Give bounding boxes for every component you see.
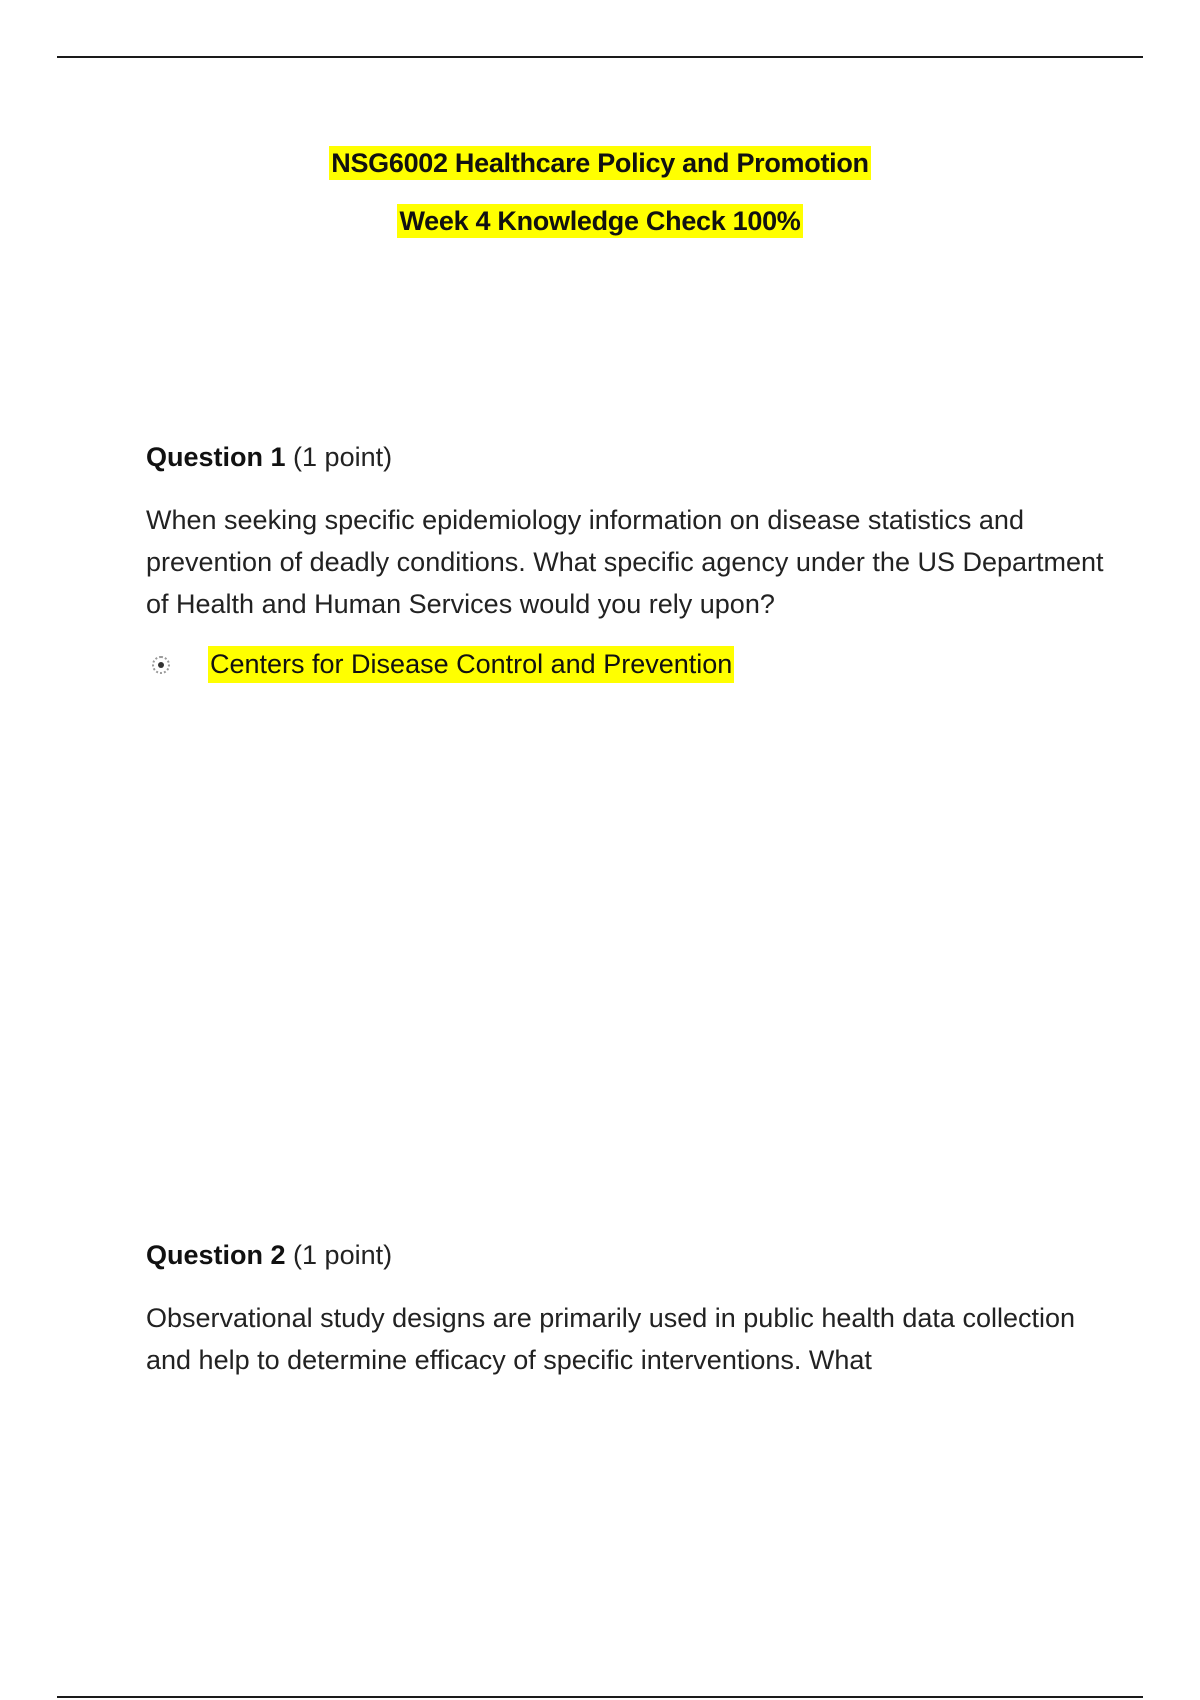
question-2-text: Observational study designs are primarily used in public health data collection and help to determine efficacy of specific interventions. What bbox=[146, 1303, 1076, 1375]
question-1-label: Question 1 bbox=[146, 442, 286, 472]
question-1-points: (1 point) bbox=[293, 442, 393, 472]
question-1-answer-option[interactable] bbox=[146, 646, 734, 683]
question-1-text: When seeking specific epidemiology information on disease statistics and prevention of deadly conditions. What specific agency under the US Department of Health and Human Services would you rely upon? bbox=[146, 505, 1104, 619]
question-2-points: (1 point) bbox=[293, 1240, 393, 1270]
bottom-page-rule bbox=[57, 1696, 1143, 1698]
question-1-answer-text: Centers for Disease Control and Prevention bbox=[208, 646, 734, 683]
question-2-heading bbox=[146, 1240, 392, 1271]
radio-selected-icon[interactable] bbox=[152, 656, 170, 674]
top-page-rule bbox=[57, 56, 1143, 58]
document-title-text: NSG6002 Healthcare Policy and Promotion bbox=[331, 148, 869, 178]
document-title bbox=[0, 148, 1200, 179]
question-2-label: Question 2 bbox=[146, 1240, 286, 1270]
question-1-heading bbox=[146, 442, 392, 473]
document-subtitle-text: Week 4 Knowledge Check 100% bbox=[399, 206, 801, 236]
document-subtitle bbox=[0, 206, 1200, 237]
